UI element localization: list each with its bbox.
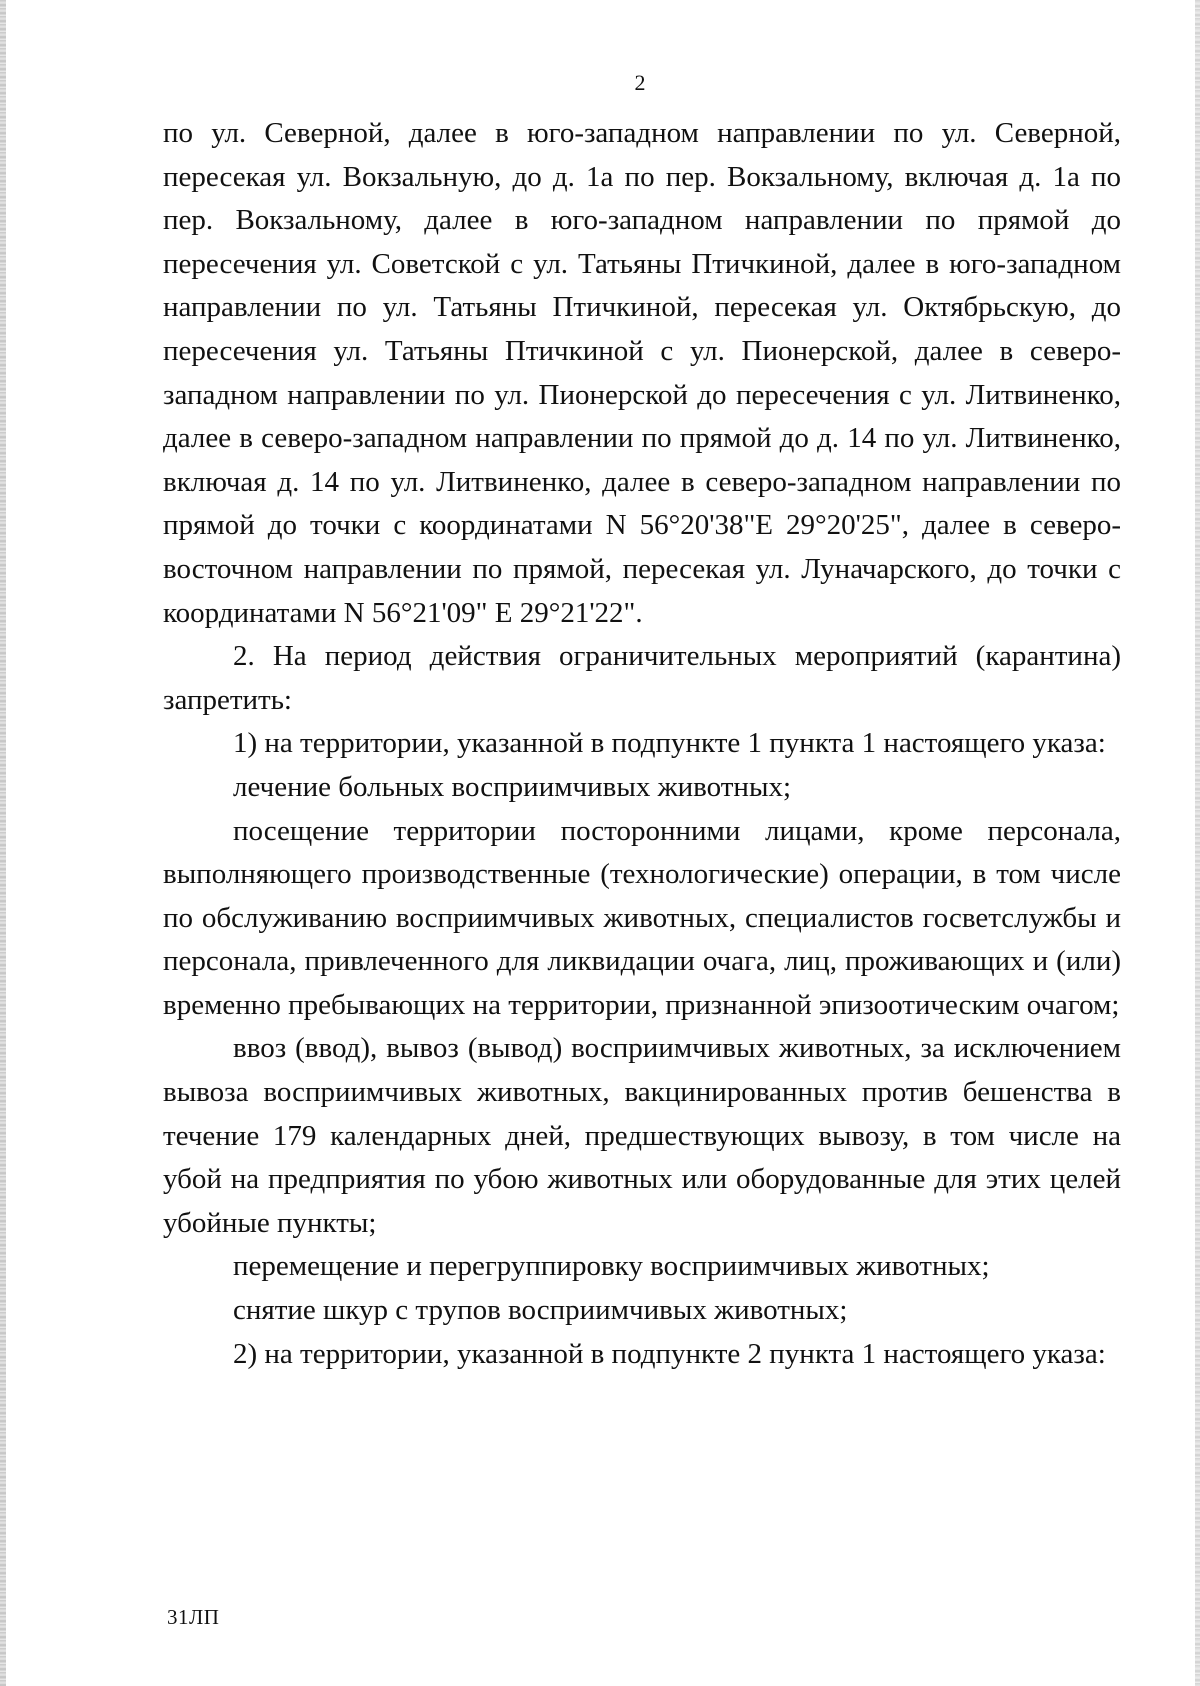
footer-document-code: 31ЛП bbox=[167, 1605, 220, 1629]
paragraph-ban-treatment: лечение больных восприимчивых животных; bbox=[233, 770, 791, 803]
paragraph-ban-skinning: снятие шкур с трупов восприимчивых животных; bbox=[233, 1294, 848, 1327]
paragraph-subpoint-1: 1) на территории, указанной в подпункте 1 пункта 1 настоящего указа: bbox=[233, 727, 1106, 760]
paragraph-ban-movement: перемещение и перегруппировку восприимчивых животных; bbox=[233, 1250, 990, 1283]
paragraph-ban-visit: посещение территории посторонними лицами, кроме персонала, выполняющего производственные (технологические) операции, в том числе по обслуживанию восприимчивых животных, специалистов госветслужбы и персонала, привлеченного для ликвидации очага, лиц, проживающих и (или) временно пребывающих на территории, признанной эпизоотическим очагом; bbox=[163, 814, 1121, 1021]
scan-edge-left bbox=[0, 0, 6, 1686]
document-body bbox=[163, 112, 1121, 1376]
paragraph-ban-import-export: ввоз (ввод), вывоз (вывод) восприимчивых животных, за исключением вывоза восприимчивых животных, вакцинированных против бешенства в течение 179 календарных дней, предшествующих вывозу, в том числе на убой на предприятия по убою животных или оборудованные для этих целей убойные пункты; bbox=[163, 1032, 1121, 1239]
page-number: 2 bbox=[634, 70, 646, 95]
paragraph-route-continuation: по ул. Северной, далее в юго-западном направлении по ул. Северной, пересекая ул. Вокзальную, до д. 1а по пер. Вокзальному, включая д. 1а по пер. Вокзальному, далее в юго-западном направлении по прямой до пересечения ул. Советской с ул. Татьяны Птичкиной, далее в юго-западном направлении по ул. Татьяны Птичкиной, пересекая ул. Октябрьскую, до пересечения ул. Татьяны Птичкиной с ул. Пионерской, далее в северо-западном направлении по ул. Пионерской до пересечения с ул. Литвиненко, далее в северо-западном направлении по прямой до д. 14 по ул. Литвиненко, включая д. 14 по ул. Литвиненко, далее в северо-западном направлении по прямой до точки с координатами N 56°20'38"E 29°20'25", далее в северо-восточном направлении по прямой, пересекая ул. Луначарского, до точки с координатами N 56°21'09" E 29°21'22". bbox=[163, 117, 1121, 629]
paragraph-point-2: 2. На период действия ограничительных мероприятий (карантина) запретить: bbox=[163, 640, 1121, 716]
paragraph-subpoint-2: 2) на территории, указанной в подпункте 2 пункта 1 настоящего указа: bbox=[233, 1337, 1106, 1370]
scan-edge-right bbox=[1195, 0, 1200, 1686]
